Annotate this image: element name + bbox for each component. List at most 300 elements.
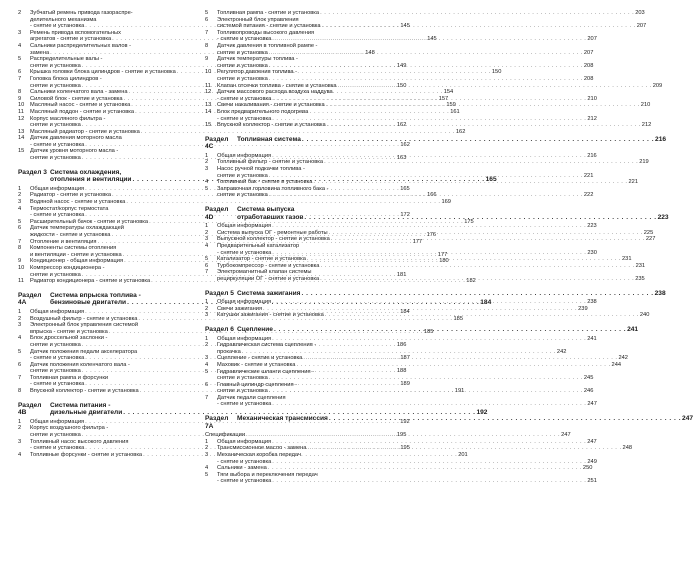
toc-entry-number: 5 bbox=[205, 256, 209, 263]
toc-page-number: 207 bbox=[587, 36, 597, 43]
toc-entry-number: 8 bbox=[18, 245, 22, 252]
toc-entry-number: 4 bbox=[18, 335, 22, 342]
toc-page-number: 223 bbox=[657, 213, 669, 221]
toc-entry-number: 14 bbox=[205, 108, 212, 115]
toc-entry-number: 1 bbox=[18, 418, 22, 425]
toc-entry-number: 2 bbox=[205, 159, 209, 166]
toc-leader-line bbox=[217, 349, 566, 356]
toc-page-number: 150 bbox=[396, 82, 407, 89]
toc-page-number: 207 bbox=[636, 23, 647, 30]
toc-page-number: 209 bbox=[652, 82, 663, 89]
toc-section-number: Раздел 5 bbox=[205, 289, 234, 297]
toc-leader-line bbox=[217, 250, 597, 257]
toc-entry-title: отопления и вентиляции bbox=[50, 176, 132, 184]
toc-page-number: 247 bbox=[587, 401, 597, 408]
toc-entry-number: 2 bbox=[18, 192, 22, 199]
toc-leader-line bbox=[217, 192, 593, 199]
toc-entry-title: - снятие и установка bbox=[217, 115, 272, 122]
toc-leader-line bbox=[217, 465, 592, 472]
toc-entry bbox=[205, 335, 597, 343]
toc-entry-body bbox=[217, 452, 597, 465]
toc-leader-line bbox=[217, 256, 632, 263]
toc-leader-line bbox=[217, 50, 593, 57]
toc-page-number: 231 bbox=[635, 262, 646, 269]
toc-entry-title: Система выпуска ОГ - ремонтные работы bbox=[217, 229, 328, 236]
toc-entry-title: снятие и установка bbox=[30, 341, 81, 348]
toc-entry bbox=[205, 223, 597, 230]
toc-dot-leader bbox=[269, 76, 583, 83]
toc-entry-line: Топливная рампа и форсунки bbox=[30, 374, 109, 381]
toc-entry-title: Топливная рампа - снятие и установка bbox=[217, 10, 320, 16]
toc-page-number: 145 bbox=[427, 36, 437, 43]
toc-page-number: 240 bbox=[639, 312, 650, 319]
toc-leader-line bbox=[217, 459, 597, 466]
toc-page-number: 145 bbox=[400, 23, 410, 30]
toc-entry-number: 10 bbox=[18, 102, 25, 109]
toc-entry-body bbox=[217, 10, 645, 17]
toc-entry-title: - снятие и установка bbox=[217, 458, 272, 465]
toc-entry-number: 7 bbox=[205, 29, 209, 36]
toc-dot-leader bbox=[320, 10, 634, 17]
toc-entry-line: Датчик педали сцепления bbox=[217, 394, 286, 401]
toc-entry-number: 4 bbox=[205, 179, 209, 186]
toc-entry bbox=[205, 438, 597, 446]
toc-entry-line: Гидравлические шланги сцепления - bbox=[217, 368, 314, 375]
toc-leader-line bbox=[217, 355, 628, 362]
toc-entry-title: Общая информация bbox=[217, 152, 272, 159]
toc-entry-body bbox=[217, 223, 597, 230]
toc-entry-number: 6 bbox=[205, 381, 209, 388]
toc-leader-line bbox=[237, 136, 666, 144]
toc-entry-title: Механическая трансмиссия bbox=[237, 415, 328, 423]
toc-page-number: 182 bbox=[466, 278, 476, 285]
toc-leader-line bbox=[217, 63, 593, 70]
toc-page-number: 187 bbox=[400, 355, 410, 362]
toc-entry-number: 6 bbox=[18, 69, 22, 76]
toc-section-number: Раздел 7A bbox=[205, 415, 229, 430]
toc-entry-line: Гидравлическая система сцепления - bbox=[217, 342, 317, 349]
toc-page-number: 241 bbox=[627, 325, 639, 333]
toc-entry-title: снятие и установка bbox=[30, 62, 81, 69]
toc-dot-leader bbox=[329, 230, 643, 237]
toc-page-number: 225 bbox=[643, 229, 654, 236]
toc-leader-line bbox=[217, 83, 662, 90]
toc-dot-leader bbox=[320, 276, 634, 283]
toc-section-number: Раздел 4C bbox=[205, 135, 229, 151]
toc-entry-title: снятие и установка bbox=[30, 432, 81, 439]
toc-entry-line: Зубчатый ремень привода газораспре- bbox=[30, 10, 133, 16]
toc-page-number: 227 bbox=[645, 236, 656, 243]
toc-section-title bbox=[237, 326, 638, 334]
toc-dot-leader bbox=[331, 236, 645, 243]
toc-entry-number: 11 bbox=[18, 278, 24, 285]
toc-entry-line: Блок предварительного подогрева bbox=[217, 108, 309, 115]
toc-leader-line bbox=[217, 401, 597, 408]
toc-entry-number: 3 bbox=[18, 322, 22, 329]
toc-leader-line bbox=[205, 432, 571, 439]
toc-section-title bbox=[237, 415, 693, 430]
toc-entry-title: Сцепление - снятие и установка bbox=[217, 355, 303, 362]
toc-entry-body bbox=[217, 269, 645, 282]
toc-entry-line: Сальники распределительных валов - bbox=[30, 42, 132, 49]
toc-entry-number: 13 bbox=[18, 128, 25, 135]
toc-entry-line: Датчик температуры топлива - bbox=[217, 56, 298, 63]
toc-dot-leader bbox=[272, 478, 586, 485]
toc-page-number: 244 bbox=[611, 361, 622, 368]
toc-page-number: 162 bbox=[400, 141, 410, 148]
toc-entry-number: 1 bbox=[18, 185, 22, 192]
toc-entry-line: Тяги выбора и переключения передач bbox=[217, 471, 318, 478]
toc-entry bbox=[205, 471, 597, 485]
toc-page-number: 212 bbox=[587, 115, 597, 122]
toc-entry-number: 1 bbox=[205, 335, 209, 342]
toc-entry-number: 11 bbox=[18, 108, 24, 115]
toc-entry-title: снятие и установка bbox=[217, 49, 268, 56]
toc-entry bbox=[18, 388, 465, 395]
toc-entry-number: 1 bbox=[205, 299, 209, 306]
toc-entry-number: 1 bbox=[205, 438, 209, 445]
toc-page-number: 219 bbox=[639, 159, 649, 166]
toc-entry-title: - снятие и установка bbox=[30, 23, 85, 30]
toc-leader-line bbox=[237, 326, 638, 334]
toc-leader-line bbox=[217, 388, 593, 395]
toc-entry-title: Общая информация bbox=[217, 299, 272, 306]
toc-page-number: 222 bbox=[583, 192, 594, 199]
toc-section-line: Система впрыска топлива - bbox=[50, 291, 141, 299]
toc-dot-leader bbox=[325, 312, 639, 319]
toc-page-number: 216 bbox=[655, 135, 667, 143]
toc-page-number: 180 bbox=[439, 258, 449, 265]
toc-entry-title: Силовой блок - снятие и установка bbox=[30, 95, 123, 102]
toc-dot-leader bbox=[272, 336, 586, 343]
toc-leader-line bbox=[217, 336, 597, 343]
toc-entry-line: Электронный блок управления системой bbox=[30, 322, 139, 329]
toc-dot-leader bbox=[268, 465, 582, 472]
toc-entry-title: снятие и установка bbox=[217, 192, 268, 199]
toc-entry-number: 6 bbox=[18, 225, 22, 232]
toc-entry-title: Клапан отсечки топлива - снятие и установка bbox=[217, 82, 337, 89]
toc-entry-title: Общая информация bbox=[217, 335, 272, 342]
toc-section-number: Раздел 4B bbox=[18, 401, 42, 417]
toc-entry-body bbox=[217, 122, 651, 129]
toc-entry-number: 10 bbox=[205, 69, 212, 76]
toc-entry-title: Сальники коленчатого вала - замена bbox=[30, 89, 128, 96]
toc-section-heading bbox=[205, 289, 666, 298]
toc-entry-title: Топливный фильтр - снятие и установка bbox=[217, 159, 324, 166]
toc-entry-number: 2 bbox=[18, 425, 22, 432]
toc-dot-leader bbox=[269, 388, 583, 395]
toc-page-number: 154 bbox=[443, 89, 454, 96]
toc-dot-leader bbox=[302, 136, 654, 144]
toc-entry-number: 5 bbox=[18, 348, 22, 355]
toc-leader-line bbox=[217, 96, 597, 103]
toc-entry-number: 6 bbox=[18, 361, 22, 368]
toc-entry-body bbox=[217, 342, 566, 355]
toc-page-number: 247 bbox=[587, 438, 597, 445]
toc-dot-leader bbox=[269, 173, 583, 180]
toc-entry-line: Термостат/корпус термостата bbox=[30, 205, 109, 212]
toc-page-number: 184 bbox=[400, 308, 410, 315]
toc-entry-number: 2 bbox=[18, 10, 22, 16]
toc-page-number: 203 bbox=[635, 10, 645, 16]
toc-entry-title: Свечи накаливания - снятие и установка bbox=[217, 102, 325, 109]
toc-page-number: 162 bbox=[455, 128, 466, 135]
toc-entry-title: - снятие и установка bbox=[30, 212, 85, 219]
toc-entry-line: Ремень привода вспомогательных bbox=[30, 29, 121, 36]
toc-entry-body bbox=[217, 83, 662, 90]
toc-entry-title: Топливный бак - снятие и установка bbox=[217, 179, 313, 186]
toc-page-number: 249 bbox=[587, 458, 597, 465]
toc-entry-body bbox=[217, 445, 632, 452]
toc-entry-body bbox=[217, 243, 597, 256]
toc-leader-line bbox=[217, 299, 597, 306]
toc-section-title bbox=[237, 206, 669, 221]
toc-entry-title: Катушки зажигания - снятие и установка bbox=[217, 312, 324, 319]
toc-section-title bbox=[237, 290, 666, 298]
toc-entry-body bbox=[217, 355, 628, 362]
toc-entry-title: Кондиционер - общая информация bbox=[30, 258, 124, 265]
toc-entry bbox=[18, 128, 466, 136]
toc-entry-number: 4 bbox=[18, 42, 22, 49]
toc-entry-line: Датчик уровня моторного масла - bbox=[30, 148, 119, 155]
toc-page-number: 149 bbox=[396, 62, 407, 69]
toc-entry-title: Спецификации bbox=[205, 432, 246, 439]
toc-leader-line bbox=[217, 122, 651, 129]
toc-entry-number: 4 bbox=[18, 451, 22, 458]
toc-entry-line: Предварительный катализатор bbox=[217, 243, 300, 249]
toc-leader-line bbox=[217, 10, 645, 17]
toc-page-number: 175 bbox=[464, 218, 474, 225]
toc-entry-number: 1 bbox=[205, 223, 209, 230]
toc-entry-number: 3 bbox=[205, 312, 209, 319]
toc-entry-title: Водяной насос - снятие и установка bbox=[30, 199, 126, 206]
toc-entry-number: 13 bbox=[205, 102, 212, 109]
toc-entry bbox=[205, 166, 594, 179]
toc-page-number: 216 bbox=[587, 152, 597, 159]
toc-section-number: Раздел 6 bbox=[205, 325, 234, 333]
toc-page-number: 221 bbox=[628, 179, 638, 186]
toc-entry-title: Система зажигания bbox=[237, 289, 301, 297]
toc-leader-line bbox=[217, 478, 597, 485]
toc-page-number: 201 bbox=[458, 451, 468, 458]
toc-entry-title: Впускной коллектор - снятие и установка bbox=[217, 122, 326, 129]
toc-entry bbox=[18, 199, 451, 206]
toc-entry-title: Крышка головки блока цилиндров - снятие и установка bbox=[30, 69, 176, 76]
toc-dot-leader bbox=[322, 23, 636, 30]
toc-entry bbox=[205, 465, 593, 472]
toc-entry-body bbox=[217, 69, 593, 82]
toc-page-number: 210 bbox=[640, 102, 651, 109]
toc-entry-body bbox=[217, 236, 655, 243]
toc-entry-title: - снятие и установка bbox=[217, 36, 272, 43]
toc-entry-title: Сцепление bbox=[237, 325, 273, 333]
toc-entry-body bbox=[217, 109, 597, 122]
toc-entry-line: Датчик давления в топливной рампе - bbox=[217, 42, 318, 49]
toc-dot-leader bbox=[272, 96, 586, 103]
toc-entry-title: снятие и установка bbox=[217, 375, 268, 382]
toc-entry-number: 2 bbox=[18, 315, 22, 322]
toc-entry-title: Расширительный бачок - снятие и установка bbox=[30, 218, 149, 225]
toc-dot-leader bbox=[304, 214, 656, 222]
toc-page-number: 181 bbox=[396, 271, 407, 278]
toc-page-number: 235 bbox=[635, 275, 645, 282]
toc-entry-title: замена bbox=[30, 49, 50, 56]
toc-entry-title: снятие и установка bbox=[30, 368, 81, 375]
toc-entry-line: Корпус масляного фильтра - bbox=[30, 115, 106, 122]
toc-page-number: 208 bbox=[583, 75, 594, 82]
toc-entry-title: снятие и установка bbox=[30, 155, 81, 162]
toc-entry-number: 5 bbox=[18, 56, 22, 63]
toc-entry-number: 15 bbox=[205, 122, 212, 129]
toc-entry-title: снятие и установка bbox=[30, 271, 81, 278]
toc-page-number: 246 bbox=[583, 388, 594, 395]
toc-page-number: 177 bbox=[412, 238, 423, 245]
toc-entry-line: Топливный насос высокого давления bbox=[30, 438, 129, 445]
toc-dot-leader bbox=[272, 299, 586, 306]
toc-entry-line: Головка блока цилиндров - bbox=[30, 75, 102, 82]
toc-entry-body bbox=[217, 336, 597, 343]
toc-entry-title: Топливные форсунки - снятие и установка bbox=[30, 451, 143, 458]
toc-leader-line bbox=[217, 276, 645, 283]
toc-entry-title: бензиновые двигатели bbox=[50, 299, 127, 307]
toc-entry-body bbox=[217, 362, 621, 369]
toc-entry-number: 3 bbox=[18, 438, 22, 445]
toc-entry-title: снятие и установка bbox=[217, 172, 268, 179]
toc-entry-number: 2 bbox=[205, 342, 209, 349]
toc-entry-title: Свечи зажигания bbox=[217, 305, 263, 312]
toc-entry-number: 9 bbox=[18, 258, 22, 265]
toc-leader-line bbox=[217, 236, 655, 243]
toc-dot-leader bbox=[329, 415, 681, 423]
toc-entry-body bbox=[217, 299, 597, 306]
toc-page-number: 248 bbox=[622, 445, 633, 452]
toc-page-number: 245 bbox=[583, 375, 594, 382]
toc-entry-line: Топливопроводы высокого давления bbox=[217, 29, 315, 36]
toc-page-number: 148 bbox=[365, 49, 375, 56]
toc-leader-line bbox=[217, 179, 638, 186]
toc-leader-line bbox=[237, 415, 693, 423]
toc-dot-leader bbox=[324, 159, 638, 166]
toc-dot-leader bbox=[272, 223, 586, 230]
toc-leader-line bbox=[217, 76, 593, 83]
toc-page-number: 169 bbox=[441, 199, 451, 206]
toc-page-number: 163 bbox=[396, 155, 407, 162]
toc-page-number: 212 bbox=[641, 122, 652, 129]
toc-entry-line: Датчик положения педали акселератора bbox=[30, 348, 138, 355]
toc-entry-number: 7 bbox=[18, 374, 22, 381]
toc-entry-title: Отопление и вентиляция bbox=[30, 238, 97, 245]
toc-entry-title: Масляный радиатор - снятие и установка bbox=[30, 128, 140, 135]
toc-page-number: 241 bbox=[587, 335, 597, 342]
toc-dot-leader bbox=[320, 263, 634, 270]
toc-leader-line bbox=[217, 445, 632, 452]
toc-leader-line bbox=[217, 223, 597, 230]
toc-entry-number: 2 bbox=[205, 305, 209, 312]
toc-entry-title: Трансмиссионное масло - замена bbox=[217, 445, 307, 452]
toc-entry-title: Катализатор - снятие и установка bbox=[217, 256, 306, 263]
toc-section-number: Раздел 4A bbox=[18, 291, 42, 307]
toc-entry-line: Механическая коробка передач bbox=[217, 452, 301, 459]
toc-entry-title: Масляный насос - снятие и установка bbox=[30, 102, 131, 109]
toc-entry-number: 3 bbox=[205, 236, 209, 243]
toc-leader-line bbox=[217, 306, 588, 313]
toc-entry-number: 9 bbox=[205, 56, 209, 63]
toc-entry-title: Турбокомпрессор - снятие и установка bbox=[217, 262, 320, 269]
toc-entry-line: Компоненты системы отопления bbox=[30, 245, 117, 252]
toc-dot-leader bbox=[326, 102, 640, 109]
toc-page-number: 195 bbox=[396, 432, 407, 439]
toc-entry bbox=[205, 10, 645, 17]
toc-entry-line: Заправочная горловина топливного бака - bbox=[217, 185, 329, 192]
toc-dot-leader bbox=[327, 122, 641, 129]
toc-page-number: 242 bbox=[556, 348, 567, 355]
toc-dot-leader bbox=[274, 326, 626, 334]
toc-entry-title: снятие и установка bbox=[217, 62, 268, 69]
toc-entry-title: - снятие и установка bbox=[30, 381, 85, 388]
toc-page-number: 195 bbox=[400, 445, 410, 452]
toc-entry-body bbox=[217, 439, 597, 446]
toc-entry-number: 12 bbox=[18, 115, 25, 122]
toc-entry-body bbox=[217, 56, 593, 69]
toc-entry-body bbox=[217, 30, 597, 43]
toc-entry-body bbox=[217, 472, 597, 485]
toc-entry-title: Воздушный фильтр - снятие и установка bbox=[30, 315, 138, 322]
toc-section-row bbox=[205, 289, 666, 298]
toc-dot-leader bbox=[269, 192, 583, 199]
toc-page-number: 231 bbox=[622, 256, 632, 263]
toc-entry-number: 9 bbox=[18, 95, 22, 102]
toc-entry-title: - снятие и установка bbox=[217, 478, 272, 485]
toc-section-line: Система выпуска bbox=[237, 206, 295, 214]
toc-page-number: 185 bbox=[423, 328, 434, 335]
toc-page-number: 189 bbox=[400, 381, 410, 388]
toc-entry-title: Радиатор кондиционера - снятие и установка bbox=[30, 278, 151, 285]
toc-dot-leader bbox=[242, 349, 556, 356]
toc-entry-number: 8 bbox=[18, 388, 22, 395]
toc-entry-number: 5 bbox=[205, 368, 209, 375]
toc-leader-line bbox=[217, 375, 593, 382]
toc-entry-number: 4 bbox=[18, 205, 22, 212]
toc-dot-leader bbox=[338, 83, 652, 90]
toc-entry-number: 1 bbox=[205, 152, 209, 159]
toc-entry-number: 5 bbox=[205, 471, 209, 478]
toc-entry-number: 7 bbox=[18, 75, 22, 82]
toc-entry-body bbox=[217, 256, 632, 263]
toc-entry-line: Корпус воздушного фильтра - bbox=[30, 425, 109, 432]
toc-leader-line bbox=[217, 439, 597, 446]
toc-entry-body bbox=[217, 89, 597, 102]
toc-entry-number: 8 bbox=[18, 89, 22, 96]
toc-entry-line: делительного механизма bbox=[30, 16, 97, 23]
toc-dot-leader bbox=[272, 36, 586, 43]
toc-entry-body bbox=[217, 465, 592, 472]
toc-page-number: 207 bbox=[583, 49, 594, 56]
toc-page-number: 191 bbox=[454, 388, 465, 395]
toc-page-number: 165 bbox=[485, 176, 497, 184]
toc-dot-leader bbox=[307, 445, 621, 452]
toc-dot-leader bbox=[301, 290, 653, 298]
toc-page-number: 188 bbox=[396, 368, 407, 375]
toc-page-number: 251 bbox=[587, 478, 597, 485]
toc-entry-number: 10 bbox=[18, 264, 25, 271]
toc-leader-line bbox=[217, 36, 597, 43]
toc-page-number: 192 bbox=[476, 409, 488, 417]
toc-entry-number: 3 bbox=[205, 166, 209, 173]
toc-page-number: 247 bbox=[682, 415, 693, 423]
toc-page-number: 210 bbox=[587, 95, 597, 102]
toc-entry-number: 3 bbox=[18, 29, 22, 36]
toc-leader-line bbox=[217, 312, 649, 319]
